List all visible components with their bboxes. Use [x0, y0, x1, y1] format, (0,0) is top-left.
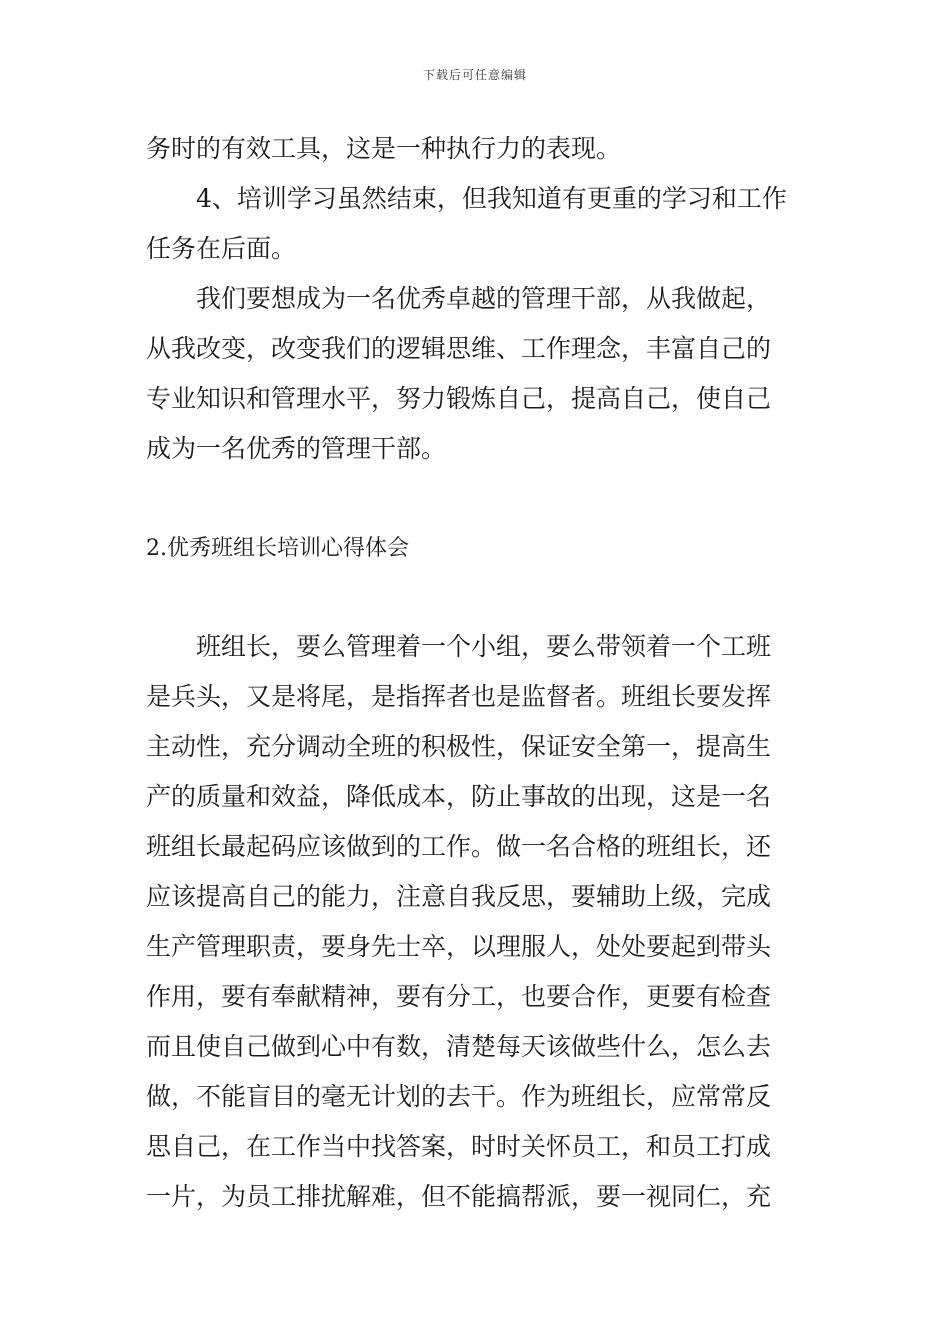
- paragraph-line: 一片，为员工排扰解难，但不能搞帮派，要一视同仁，充: [146, 1182, 772, 1211]
- section-1: [146, 124, 808, 474]
- paragraph-line: 生产管理职责，要身先士卒，以理服人，处处要起到带头: [146, 932, 772, 961]
- paragraph-line: 务时的有效工具，这是一种执行力的表现。: [146, 134, 622, 163]
- document-body: [146, 124, 808, 1222]
- paragraph-line: 应该提高自己的能力，注意自我反思，要辅助上级，完成: [146, 882, 772, 911]
- paragraph-line: 作用，要有奉献精神，要有分工，也要合作，更要有检查: [146, 982, 772, 1011]
- paragraph-line: 我们要想成为一名优秀卓越的管理干部，从我做起，: [196, 284, 772, 313]
- paragraph-line: 专业知识和管理水平，努力锻炼自己，提高自己，使自己: [146, 384, 772, 413]
- paragraph-line: 班组长最起码应该做到的工作。做一名合格的班组长，还: [146, 832, 772, 861]
- paragraph-line: 做，不能盲目的毫无计划的去干。作为班组长，应常常反: [146, 1082, 772, 1111]
- paragraph-line: 从我改变，改变我们的逻辑思维、工作理念，丰富自己的: [146, 334, 772, 363]
- paragraph-line: 任务在后面。: [146, 234, 297, 263]
- section-2: [146, 622, 808, 1222]
- paragraph-line: 思自己，在工作当中找答案，时时关怀员工，和员工打成: [146, 1132, 772, 1161]
- heading-spacer: [146, 574, 808, 622]
- paragraph-line: 班组长，要么管理着一个小组，要么带领着一个工班: [196, 632, 772, 661]
- section-heading: 2.优秀班组长培训心得体会: [146, 536, 409, 561]
- paragraph-line: 产的质量和效益，降低成本，防止事故的出现，这是一名: [146, 782, 772, 811]
- paragraph-line: 是兵头，又是将尾，是指挥者也是监督者。班组长要发挥: [146, 682, 772, 711]
- paragraph-line: 主动性，充分调动全班的积极性，保证安全第一，提高生: [146, 732, 772, 761]
- section-spacer: [146, 474, 808, 524]
- paragraph-line: 成为一名优秀的管理干部。: [146, 434, 447, 463]
- page-header-note: 下载后可任意编辑: [422, 68, 527, 82]
- paragraph-line: 而且使自己做到心中有数，清楚每天该做些什么，怎么去: [146, 1032, 772, 1061]
- paragraph-line: 4、培训学习虽然结束，但我知道有更重的学习和工作: [196, 184, 787, 213]
